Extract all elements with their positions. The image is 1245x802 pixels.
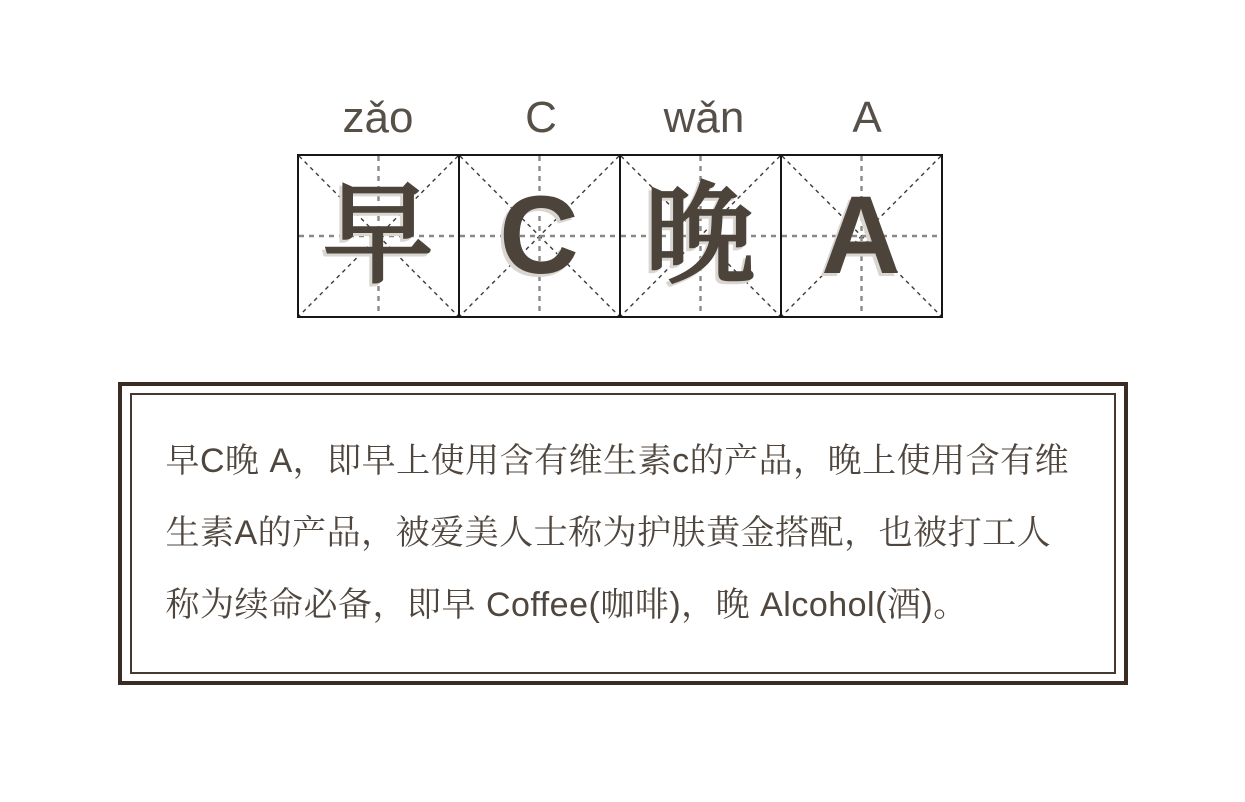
pinyin-a: A	[852, 93, 882, 142]
definition-box	[118, 382, 1128, 685]
definition-line-2: 生素A的产品，被爱美人士称为护肤黄金搭配，也被打工人	[165, 514, 1052, 553]
definition-inner-frame	[130, 393, 1116, 674]
pinyin-row	[297, 94, 949, 142]
pinyin-c: C	[525, 93, 557, 142]
definition-line-3: 称为续命必备，即早 Coffee(咖啡)，晚 Alcohol(酒)。	[165, 586, 968, 625]
character-wan: 晚	[645, 174, 755, 298]
word-card	[297, 0, 949, 318]
definition-line-1: 早C晚 A，即早上使用含有维生素c的产品，晚上使用含有维	[165, 442, 1070, 481]
pinyin-zao: zǎo	[342, 93, 414, 142]
character-c: C	[499, 174, 579, 298]
grid-cell-a	[780, 154, 943, 318]
character-zao: 早	[323, 174, 433, 298]
grid-cell-wan	[619, 154, 782, 318]
grid-cell-zao	[297, 154, 460, 318]
pinyin-wan: wǎn	[663, 93, 745, 142]
grid-cell-c	[458, 154, 621, 318]
character-a: A	[821, 174, 901, 298]
character-grid-row	[297, 154, 949, 318]
